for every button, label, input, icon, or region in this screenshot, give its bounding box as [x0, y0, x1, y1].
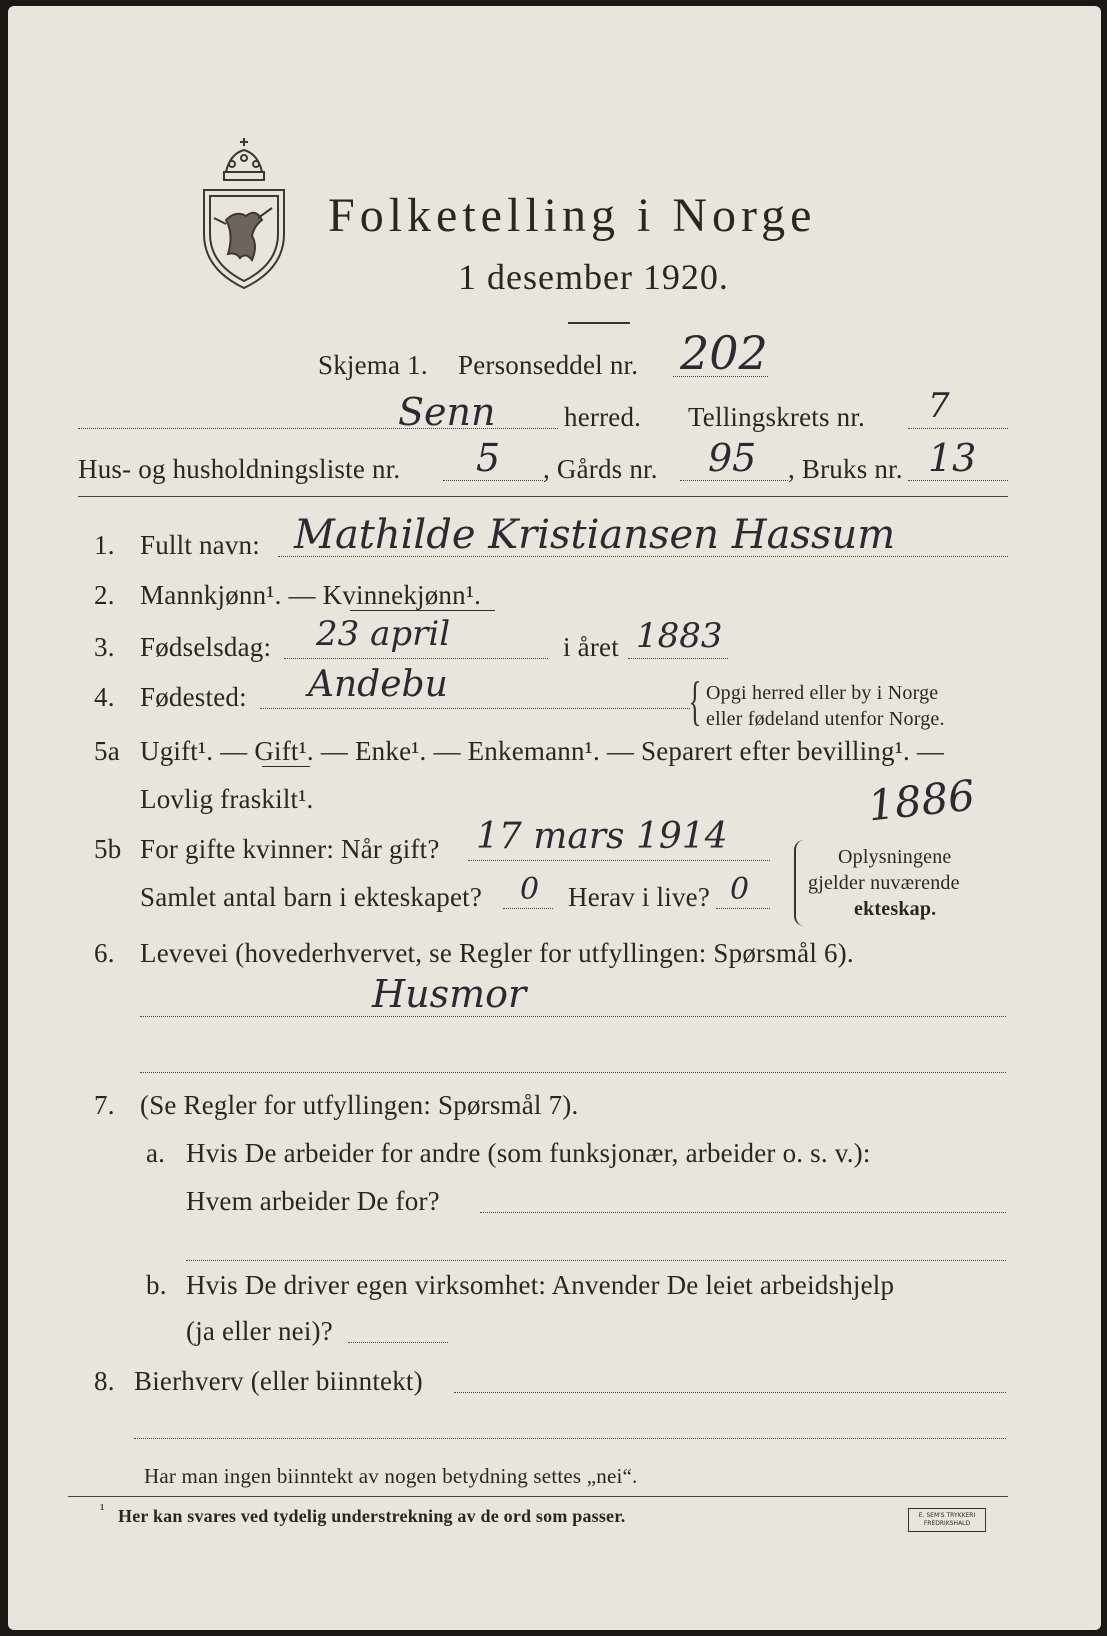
q6-dotline-1 [140, 1016, 1006, 1017]
q4-note-brace: { [688, 671, 702, 731]
full-name-value[interactable]: Mathilde Kristiansen Hassum [294, 512, 896, 558]
tellingskrets-label: Tellingskrets nr. [688, 402, 865, 432]
q5b-note-brace [794, 840, 806, 926]
q5a-marital-options: Ugift¹. — Gift¹. — Enke¹. — Enkemann¹. — Separert efter bevilling¹. — [140, 736, 945, 766]
q4-label: Fødested: [140, 682, 247, 712]
q6-label: Levevei (hovederhvervet, se Regler for utfyllingen: Spørsmål 6). [140, 938, 854, 968]
q5b-note-line3: ekteskap. [854, 898, 937, 920]
q5b-note-line1: Oplysningene [838, 846, 952, 868]
q7-number: 7. [94, 1090, 115, 1120]
printer-mark [908, 1508, 986, 1532]
q3-label: Fødselsdag: [140, 632, 272, 662]
q3-year-dotline [628, 658, 728, 659]
q4-note-line2: eller fødeland utenfor Norge. [706, 708, 945, 730]
gift-underline [262, 766, 310, 767]
q1-label: Fullt navn: [140, 530, 260, 560]
tellingskrets-value[interactable]: 7 [928, 386, 950, 426]
q5b-note-line2: gjelder nuværende [808, 872, 960, 894]
tellingskrets-dotline [908, 428, 1008, 429]
q4-number: 4. [94, 682, 115, 712]
q5a-marital-options-cont: Lovlig fraskilt¹. [140, 784, 314, 814]
q7b-line1: Hvis De driver egen virksomhet: Anvender De leiet arbeidshjelp [186, 1270, 895, 1300]
q5b-number: 5b [94, 834, 122, 864]
q7-label: (Se Regler for utfyllingen: Spørsmål 7). [140, 1090, 579, 1120]
q4-dotline [260, 708, 690, 709]
hus-label: Hus- og husholdningsliste nr. [78, 454, 401, 484]
gards-value[interactable]: 95 [708, 436, 757, 480]
q7a-dotline-1 [480, 1212, 1006, 1213]
header-separator [78, 496, 1008, 497]
birth-year-value[interactable]: 1883 [636, 616, 723, 656]
census-form-sheet [8, 6, 1101, 1630]
q7b-letter: b. [146, 1270, 167, 1300]
footer-note: Har man ingen biinntekt av nogen betydning settes „nei“. [144, 1464, 638, 1488]
q3-number: 3. [94, 632, 115, 662]
q7a-line2: Hvem arbeider De for? [186, 1186, 440, 1216]
q7a-dotline-2 [186, 1260, 1006, 1261]
q7a-letter: a. [146, 1138, 166, 1168]
q7b-line2: (ja eller nei)? [186, 1316, 333, 1346]
q4-note-line1: Opgi herred eller by i Norge [706, 682, 939, 704]
q3-year-label: i året [563, 632, 619, 662]
herred-label: herred. [564, 402, 642, 432]
bruks-value[interactable]: 13 [928, 436, 977, 480]
q7a-line1: Hvis De arbeider for andre (som funksjonær, arbeider o. s. v.): [186, 1138, 871, 1168]
gards-dotline [680, 480, 788, 481]
footnote-text: Her kan svares ved tydelig understrekning av de ord som passer. [118, 1506, 626, 1526]
bruks-dotline [908, 480, 1008, 481]
q5a-number: 5a [94, 736, 120, 766]
kvinnekjonn-underline [350, 610, 495, 611]
q5b-label: For gifte kvinner: Når gift? [140, 834, 440, 864]
coat-of-arms-emblem [198, 134, 290, 292]
herred-value[interactable]: Senn [398, 390, 496, 434]
q5b-dotline [468, 860, 770, 861]
personseddel-value[interactable]: 202 [680, 326, 768, 380]
q6-dotline-2 [140, 1072, 1006, 1073]
q8-dotline-1 [454, 1392, 1006, 1393]
q5a-annotation: 1886 [865, 770, 978, 831]
hus-value[interactable]: 5 [476, 436, 501, 480]
q5b-alive-label: Herav i live? [568, 882, 711, 912]
printer-mark-line2: FREDRIKSHALD [923, 1520, 971, 1527]
children-count-value[interactable]: 0 [520, 872, 540, 907]
birthday-value[interactable]: 23 april [316, 614, 451, 654]
q8-dotline-2 [134, 1438, 1006, 1439]
q1-number: 1. [94, 530, 115, 560]
q6-number: 6. [94, 938, 115, 968]
marriage-date-value[interactable]: 17 mars 1914 [476, 816, 728, 857]
q2-number: 2. [94, 580, 115, 610]
form-title: Folketelling i Norge [328, 189, 817, 242]
footnote-mark: ¹ [100, 1502, 105, 1518]
census-date: 1 desember 1920. [458, 257, 729, 297]
footer-separator [68, 1496, 1008, 1497]
schema-label: Skjema 1. [318, 350, 428, 380]
printer-mark-line1: E. SEM'S TRYKKERI [918, 1512, 976, 1519]
occupation-value[interactable]: Husmor [372, 972, 527, 1016]
birthplace-value[interactable]: Andebu [308, 664, 448, 705]
q8-number: 8. [94, 1366, 115, 1396]
gards-label: , Gårds nr. [543, 454, 658, 484]
children-alive-value[interactable]: 0 [730, 872, 750, 907]
q5b-children-label: Samlet antal barn i ekteskapet? [140, 882, 483, 912]
q8-label: Bierhverv (eller biinntekt) [134, 1366, 423, 1396]
title-divider [568, 322, 630, 324]
q3-dotline [284, 658, 548, 659]
hus-dotline [443, 480, 543, 481]
q2-gender-options: Mannkjønn¹. — Kvinnekjønn¹. [140, 580, 482, 610]
q7b-dotline [348, 1342, 448, 1343]
q5b-alive-dotline [716, 908, 770, 909]
bruks-label: , Bruks nr. [788, 454, 903, 484]
personseddel-label: Personseddel nr. [458, 350, 639, 380]
q5b-children-dotline [503, 908, 553, 909]
